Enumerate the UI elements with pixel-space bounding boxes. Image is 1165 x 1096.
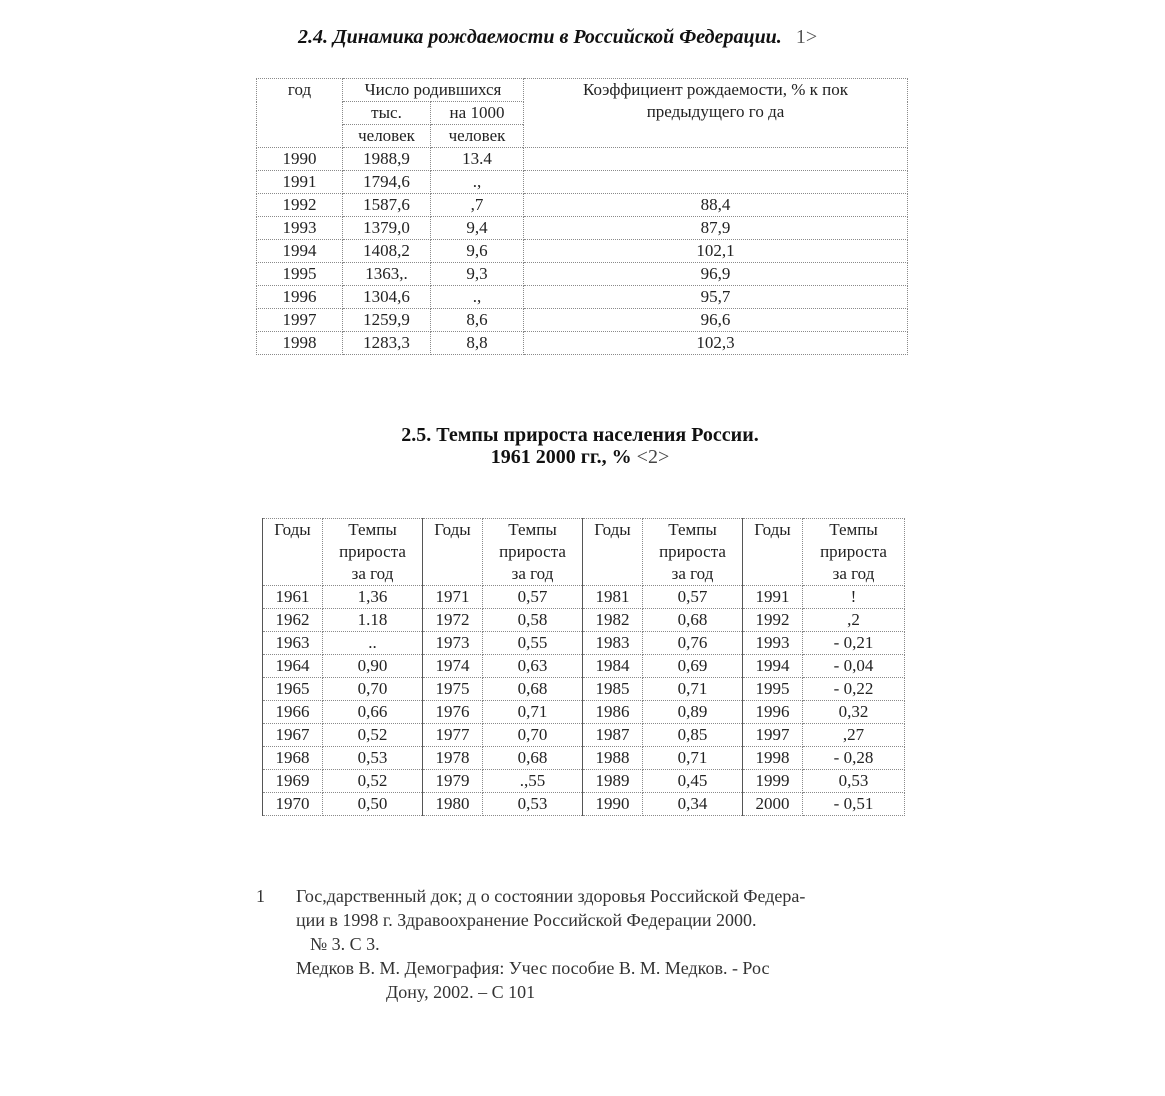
table1-footnote-ref: 1>: [795, 26, 818, 48]
cell-rate: 0,71: [643, 678, 743, 701]
cell-year: 1978: [423, 747, 483, 770]
cell-coef: 102,3: [524, 332, 908, 355]
cell-coef: 95,7: [524, 286, 908, 309]
cell-rate: 0,53: [483, 793, 583, 816]
table-row: [257, 194, 908, 217]
footnote-line: Гос,дарственный док; д о состоянии здоровья Российской Федера-: [296, 886, 806, 906]
cell-rate: ,27: [803, 724, 905, 747]
cell-rate: 0,45: [643, 770, 743, 793]
table-row: [257, 309, 908, 332]
cell-rate: ,2: [803, 609, 905, 632]
cell-year: 2000: [743, 793, 803, 816]
cell-coef: 96,6: [524, 309, 908, 332]
cell-rate: 0,68: [483, 678, 583, 701]
cell-year: 1991: [743, 586, 803, 609]
header-rate-line: за год: [351, 564, 394, 583]
table-row: [263, 724, 905, 747]
cell-per1000: 9,6: [431, 240, 524, 263]
cell-year: 1993: [743, 632, 803, 655]
header-rate-line: Темпы: [508, 520, 557, 539]
cell-rate: 0,89: [643, 701, 743, 724]
cell-rate: 0,76: [643, 632, 743, 655]
cell-per1000: 8,6: [431, 309, 524, 332]
header-rate-line: за год: [511, 564, 554, 583]
table-row: [257, 263, 908, 286]
cell-thous: 1259,9: [343, 309, 431, 332]
cell-year: 1974: [423, 655, 483, 678]
cell-rate: 0,50: [323, 793, 423, 816]
cell-year: 1998: [257, 332, 343, 355]
cell-year: 1968: [263, 747, 323, 770]
footnote-line: № 3. С 3.: [310, 934, 380, 954]
cell-rate: 0,58: [483, 609, 583, 632]
header-rate-line: прироста: [339, 542, 406, 561]
cell-rate: 0,71: [483, 701, 583, 724]
table-row: [263, 701, 905, 724]
header-coef-line2: предыдущего го да: [646, 102, 785, 121]
cell-per1000: 9,3: [431, 263, 524, 286]
header-thousands-unit: человек: [343, 125, 431, 148]
cell-year: 1985: [583, 678, 643, 701]
header-years: Годы: [743, 519, 803, 586]
table2-title-line1: 2.5. Темпы прироста населения России.: [401, 424, 759, 446]
cell-year: 1989: [583, 770, 643, 793]
header-rate-line: Темпы: [829, 520, 878, 539]
cell-year: 1970: [263, 793, 323, 816]
cell-rate: 0,57: [643, 586, 743, 609]
cell-rate: 0,68: [643, 609, 743, 632]
cell-rate: 0,66: [323, 701, 423, 724]
table1-title-text: 2.4. Динамика рождаемости в Российской Федерации.: [298, 26, 782, 48]
header-rate-line: прироста: [820, 542, 887, 561]
cell-year: 1983: [583, 632, 643, 655]
table-row: [257, 332, 908, 355]
cell-year: 1998: [743, 747, 803, 770]
cell-year: 1990: [583, 793, 643, 816]
cell-per1000: ,7: [431, 194, 524, 217]
cell-rate: ..: [323, 632, 423, 655]
cell-rate: 0,53: [803, 770, 905, 793]
cell-coef: [524, 148, 908, 171]
cell-rate: 0,90: [323, 655, 423, 678]
cell-rate: 0,68: [483, 747, 583, 770]
cell-coef: 88,4: [524, 194, 908, 217]
cell-per1000: 8,8: [431, 332, 524, 355]
header-year: год: [257, 79, 343, 148]
cell-year: 1969: [263, 770, 323, 793]
cell-year: 1992: [257, 194, 343, 217]
table-row: [263, 586, 905, 609]
header-years: Годы: [423, 519, 483, 586]
header-rate-line: за год: [832, 564, 875, 583]
cell-year: 1961: [263, 586, 323, 609]
cell-coef: 87,9: [524, 217, 908, 240]
cell-year: 1963: [263, 632, 323, 655]
cell-rate: 0,32: [803, 701, 905, 724]
cell-rate: 0,52: [323, 770, 423, 793]
header-years: Годы: [583, 519, 643, 586]
cell-thous: 1363,.: [343, 263, 431, 286]
birth-rate-table: [256, 78, 908, 355]
cell-rate: 0,70: [483, 724, 583, 747]
cell-rate: 0,85: [643, 724, 743, 747]
cell-rate: 0,69: [643, 655, 743, 678]
cell-year: 1996: [257, 286, 343, 309]
cell-year: 1995: [743, 678, 803, 701]
header-rate-line: прироста: [499, 542, 566, 561]
footnote-number: 1: [256, 886, 265, 906]
cell-year: 1975: [423, 678, 483, 701]
header-per1000: на 1000: [431, 102, 524, 125]
cell-coef: [524, 171, 908, 194]
cell-rate: 0,71: [643, 747, 743, 770]
cell-rate: - 0,51: [803, 793, 905, 816]
cell-per1000: 13.4: [431, 148, 524, 171]
cell-year: 1994: [743, 655, 803, 678]
cell-thous: 1587,6: [343, 194, 431, 217]
cell-year: 1999: [743, 770, 803, 793]
cell-rate: 0,53: [323, 747, 423, 770]
cell-rate: - 0,04: [803, 655, 905, 678]
cell-year: 1996: [743, 701, 803, 724]
cell-year: 1962: [263, 609, 323, 632]
cell-rate: 0,57: [483, 586, 583, 609]
header-rate: [483, 519, 583, 586]
cell-year: 1977: [423, 724, 483, 747]
cell-year: 1990: [257, 148, 343, 171]
header-rate: [323, 519, 423, 586]
table-row: [257, 148, 908, 171]
cell-thous: 1408,2: [343, 240, 431, 263]
cell-rate: 0,55: [483, 632, 583, 655]
cell-rate: 1,36: [323, 586, 423, 609]
cell-year: 1995: [257, 263, 343, 286]
table-row: [263, 770, 905, 793]
table-row: [263, 655, 905, 678]
footnote-line: Дону, 2002. – С 101: [386, 982, 536, 1002]
cell-year: 1981: [583, 586, 643, 609]
cell-year: 1992: [743, 609, 803, 632]
cell-rate: - 0,21: [803, 632, 905, 655]
cell-year: 1979: [423, 770, 483, 793]
table1-title: [298, 26, 817, 49]
table-row: [263, 747, 905, 770]
cell-rate: 0,52: [323, 724, 423, 747]
cell-year: 1966: [263, 701, 323, 724]
cell-coef: 96,9: [524, 263, 908, 286]
cell-year: 1976: [423, 701, 483, 724]
table-row: [257, 171, 908, 194]
cell-thous: 1794,6: [343, 171, 431, 194]
header-rate-line: Темпы: [348, 520, 397, 539]
cell-year: 1971: [423, 586, 483, 609]
cell-rate: !: [803, 586, 905, 609]
cell-year: 1965: [263, 678, 323, 701]
cell-year: 1973: [423, 632, 483, 655]
table2-title: [380, 424, 780, 468]
cell-per1000: 9,4: [431, 217, 524, 240]
header-coef: [524, 79, 908, 148]
cell-thous: 1304,6: [343, 286, 431, 309]
cell-year: 1984: [583, 655, 643, 678]
header-rate: [643, 519, 743, 586]
header-coef-line1: Коэффициент рождаемости, % к пок: [582, 80, 849, 99]
table-row: [263, 678, 905, 701]
cell-coef: 102,1: [524, 240, 908, 263]
header-rate-line: за год: [671, 564, 714, 583]
cell-thous: 1283,3: [343, 332, 431, 355]
table-row: [257, 240, 908, 263]
cell-rate: 0,63: [483, 655, 583, 678]
cell-year: 1986: [583, 701, 643, 724]
cell-rate: - 0,28: [803, 747, 905, 770]
header-per1000-unit: человек: [431, 125, 524, 148]
header-rate: [803, 519, 905, 586]
cell-year: 1997: [257, 309, 343, 332]
cell-per1000: .,: [431, 171, 524, 194]
footnote-line: ции в 1998 г. Здравоохранение Российской Федерации 2000.: [296, 910, 757, 930]
cell-year: 1987: [583, 724, 643, 747]
footnotes: [256, 884, 916, 1004]
cell-year: 1994: [257, 240, 343, 263]
table-row: [263, 793, 905, 816]
header-years: Годы: [263, 519, 323, 586]
cell-year: 1972: [423, 609, 483, 632]
cell-year: 1964: [263, 655, 323, 678]
cell-year: 1980: [423, 793, 483, 816]
header-rate-line: Темпы: [668, 520, 717, 539]
cell-rate: 0,70: [323, 678, 423, 701]
cell-thous: 1988,9: [343, 148, 431, 171]
table-row: [263, 632, 905, 655]
header-rate-line: прироста: [659, 542, 726, 561]
table2-title-line2: 1961 2000 гг., %: [490, 446, 632, 468]
table2-footnote-ref: <2>: [636, 446, 670, 468]
cell-rate: .,55: [483, 770, 583, 793]
cell-year: 1997: [743, 724, 803, 747]
table-row: [257, 286, 908, 309]
cell-thous: 1379,0: [343, 217, 431, 240]
cell-year: 1988: [583, 747, 643, 770]
growth-rate-table: [262, 518, 905, 816]
cell-year: 1982: [583, 609, 643, 632]
footnote-line: Медков В. М. Демография: Учес пособие В. М. Медков. - Рос: [296, 958, 770, 978]
cell-per1000: .,: [431, 286, 524, 309]
cell-year: 1991: [257, 171, 343, 194]
cell-rate: 0,34: [643, 793, 743, 816]
cell-rate: 1.18: [323, 609, 423, 632]
table-row: [263, 609, 905, 632]
table-row: [257, 217, 908, 240]
cell-rate: - 0,22: [803, 678, 905, 701]
header-born: Число родившихся: [343, 79, 524, 102]
cell-year: 1993: [257, 217, 343, 240]
cell-year: 1967: [263, 724, 323, 747]
header-thousands: тыс.: [343, 102, 431, 125]
